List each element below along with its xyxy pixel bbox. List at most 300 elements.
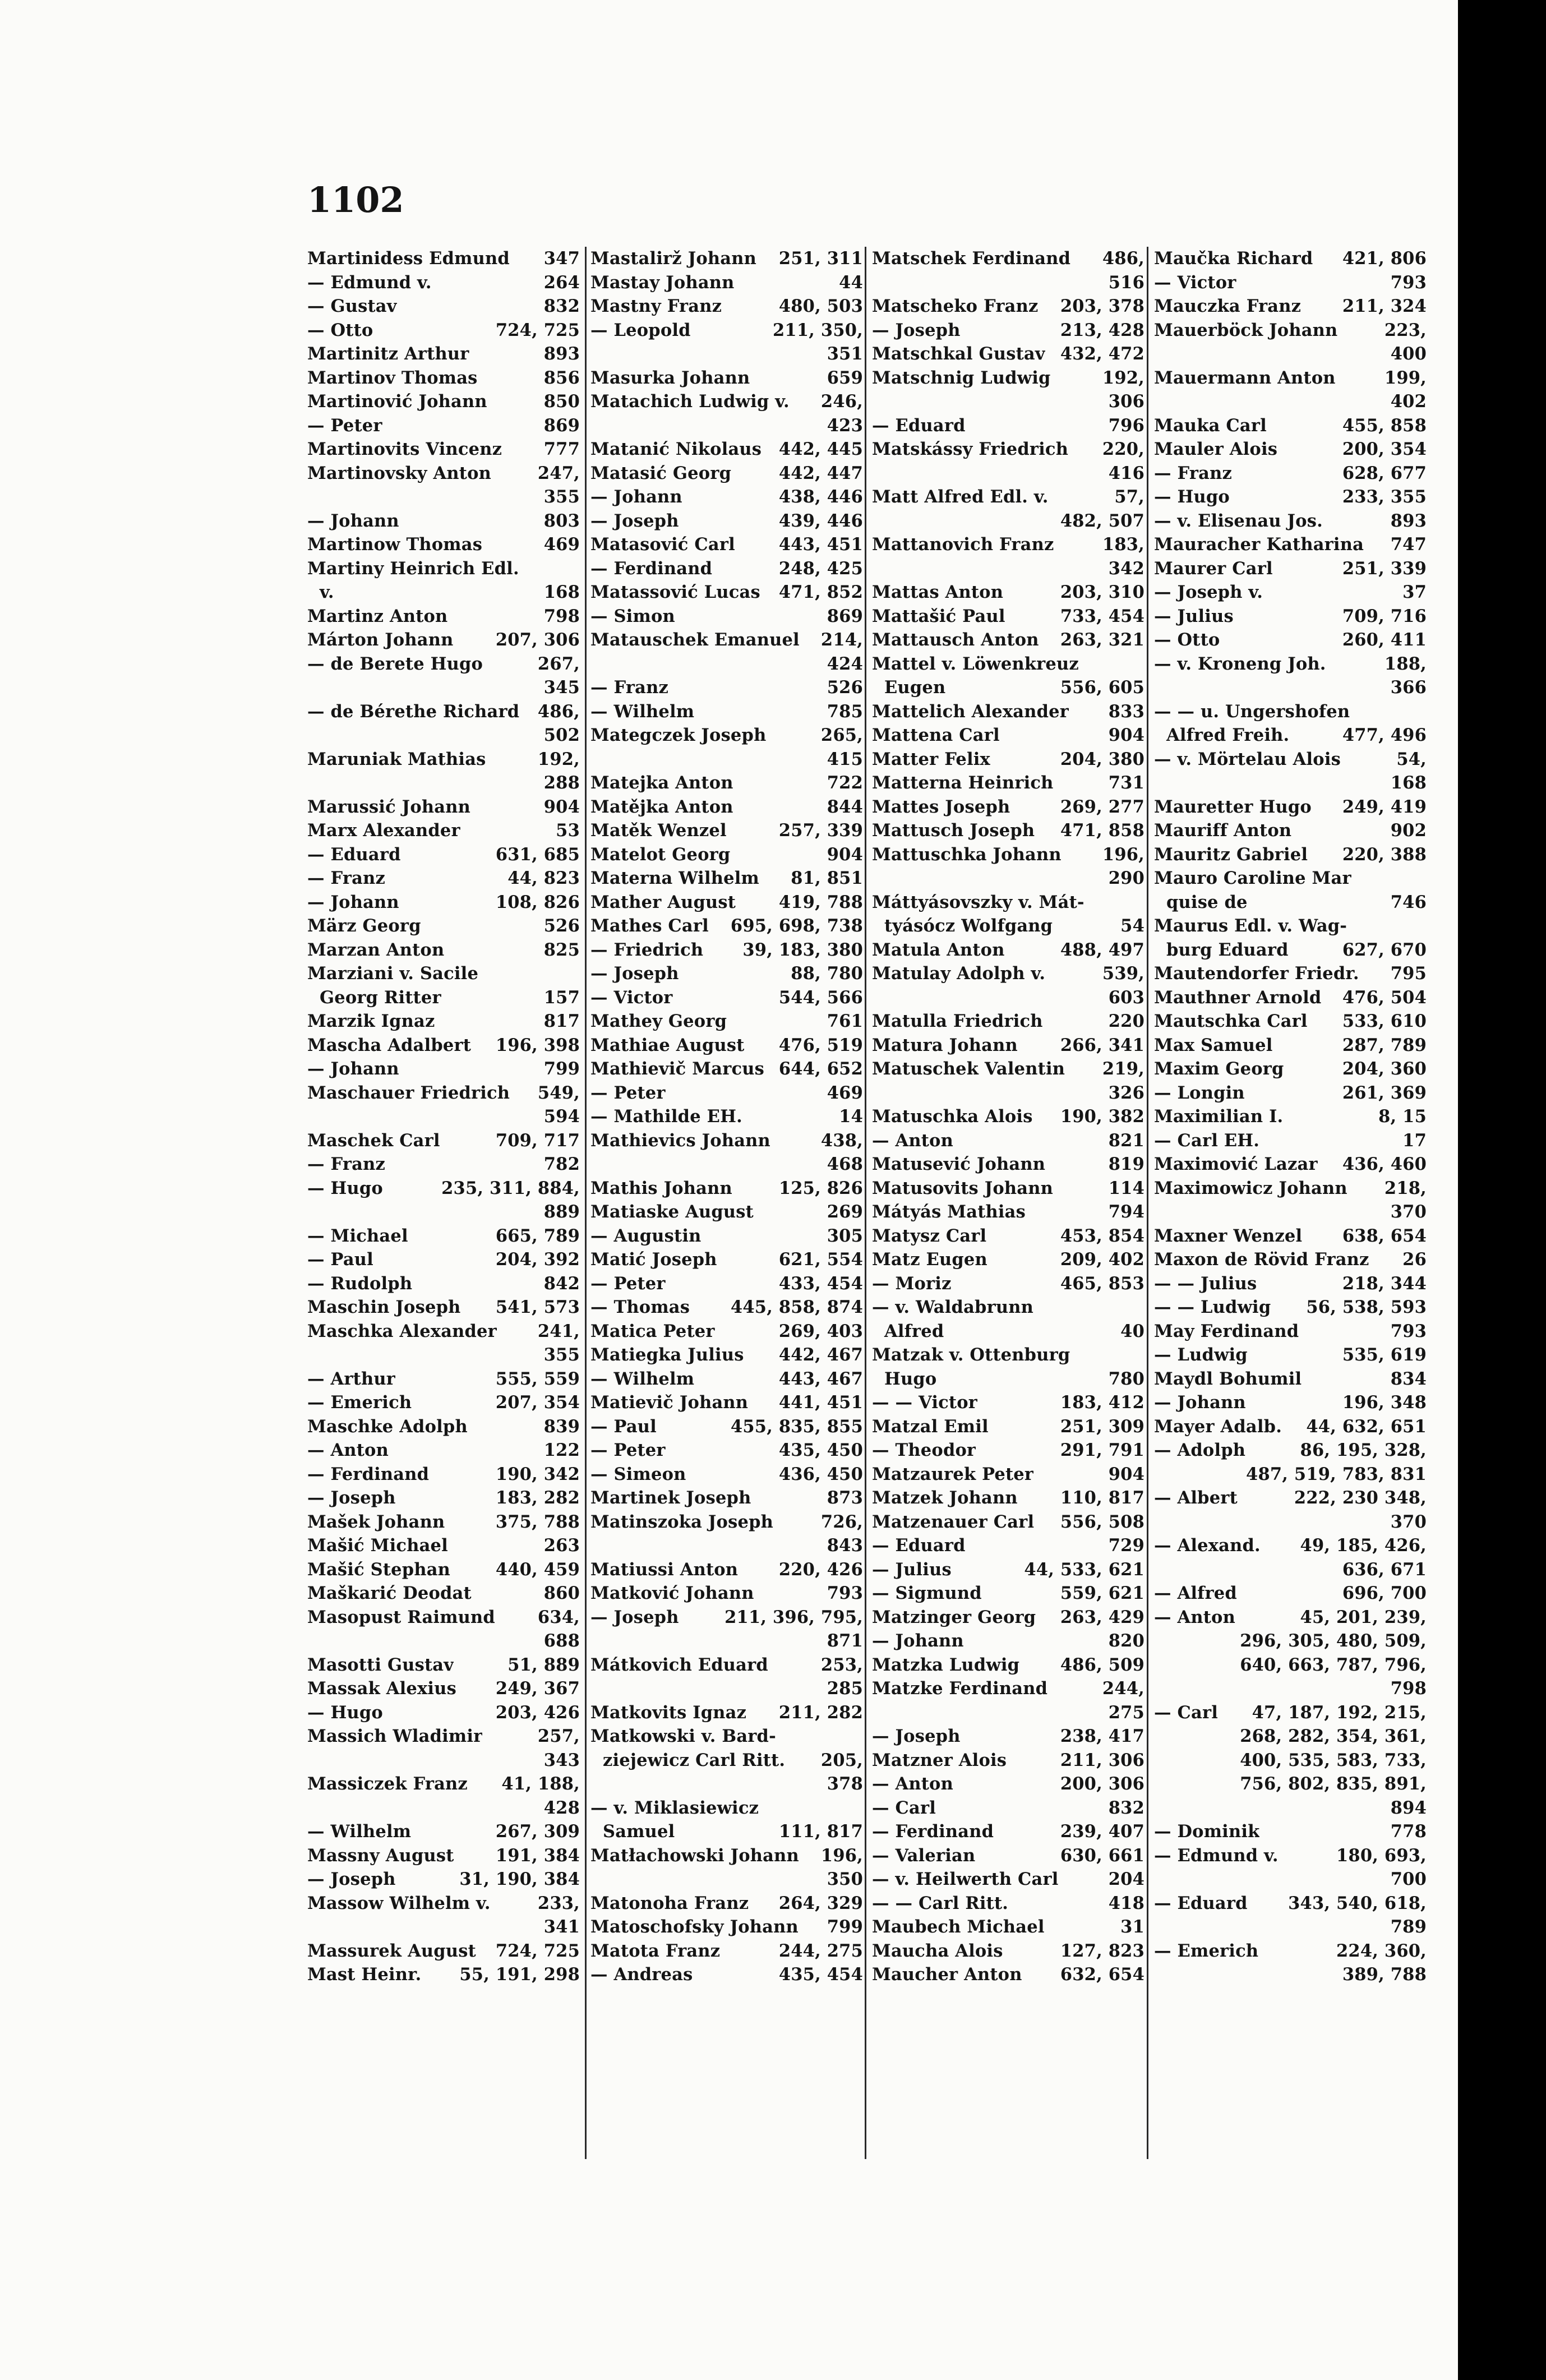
- index-entry: [1154, 1772, 1427, 1796]
- entry-name: — Johann: [872, 1631, 964, 1651]
- entry-pages: 400: [1390, 344, 1427, 364]
- entry-name: Mattelich Alexander: [872, 701, 1069, 722]
- index-entry: [590, 1438, 863, 1463]
- entry-pages: 832: [1108, 1797, 1144, 1818]
- entry-name: Mašić Stephan: [307, 1559, 451, 1580]
- entry-pages: 267,: [537, 653, 580, 674]
- index-entry: [307, 1820, 580, 1844]
- entry-pages: 594: [543, 1106, 580, 1127]
- entry-name: — Paul: [590, 1416, 657, 1437]
- entry-pages: 219,: [1102, 1059, 1144, 1079]
- entry-pages: 200, 354: [1342, 439, 1427, 459]
- entry-name: März Georg: [307, 916, 421, 936]
- entry-name: Matějka Anton: [590, 796, 733, 817]
- index-entry: [1154, 986, 1427, 1010]
- entry-name: — Dominik: [1154, 1821, 1260, 1842]
- index-entry: [590, 294, 863, 319]
- entry-name: Mauriff Anton: [1154, 820, 1292, 841]
- entry-pages: 793: [1390, 1321, 1427, 1341]
- entry-name: Mauka Carl: [1154, 415, 1267, 436]
- entry-pages: 436, 460: [1342, 1154, 1427, 1174]
- entry-pages: 39, 183, 380: [742, 939, 863, 960]
- index-entry: [590, 866, 863, 891]
- index-entry: [307, 580, 580, 605]
- entry-pages: 839: [543, 1416, 580, 1437]
- index-column-3: [872, 247, 1144, 1987]
- entry-name: Mathiae August: [590, 1035, 745, 1055]
- entry-pages: 632, 654: [1060, 1964, 1144, 1985]
- column-divider: [865, 247, 866, 2159]
- index-entry: [307, 1724, 580, 1749]
- index-entry: [1154, 533, 1427, 557]
- entry-pages: 214,: [820, 630, 863, 650]
- entry-pages: 424: [827, 653, 863, 674]
- index-entry: [1154, 1177, 1427, 1201]
- entry-pages: 486, 509: [1060, 1654, 1144, 1675]
- entry-pages: 665, 789: [495, 1225, 580, 1246]
- entry-pages: 435, 450: [778, 1440, 863, 1460]
- index-entry: [1154, 866, 1427, 891]
- index-entry: [872, 843, 1144, 867]
- index-entry: [307, 1463, 580, 1487]
- index-entry: [1154, 1606, 1427, 1630]
- index-entry: [590, 652, 863, 676]
- entry-pages: 631, 685: [495, 844, 580, 865]
- index-entry: [872, 605, 1144, 629]
- entry-pages: 627, 670: [1342, 939, 1427, 960]
- entry-name: Matasović Carl: [590, 534, 735, 555]
- index-entry: [307, 1200, 580, 1224]
- index-entry: [590, 771, 863, 795]
- entry-name: Maxim Georg: [1154, 1059, 1284, 1079]
- entry-name: Maydl Bohumil: [1154, 1368, 1302, 1389]
- entry-pages: 873: [827, 1488, 863, 1508]
- index-entry: [1154, 1867, 1427, 1892]
- entry-pages: 726,: [820, 1511, 863, 1532]
- entry-pages: 486,: [537, 701, 580, 722]
- index-entry: [1154, 1081, 1427, 1105]
- entry-name: Matić Joseph: [590, 1249, 717, 1270]
- entry-pages: 168: [1390, 773, 1427, 793]
- entry-name: — Simon: [590, 606, 675, 626]
- entry-name: — Ferdinand: [307, 1464, 430, 1484]
- index-entry: [872, 1057, 1144, 1081]
- entry-name: Maruniak Mathias: [307, 749, 486, 769]
- entry-pages: 125, 826: [778, 1178, 863, 1198]
- entry-pages: 57,: [1114, 487, 1144, 507]
- entry-pages: 833: [1108, 701, 1144, 722]
- index-entry: [872, 914, 1144, 938]
- entry-name: Masotti Gustav: [307, 1654, 454, 1675]
- entry-pages: 211, 350,: [773, 320, 863, 340]
- entry-pages: 465, 853: [1060, 1273, 1144, 1294]
- index-entry: [1154, 1415, 1427, 1439]
- entry-pages: 794: [1108, 1202, 1144, 1222]
- entry-name: — de Berete Hugo: [307, 653, 483, 674]
- index-entry: [307, 819, 580, 843]
- entry-pages: 722: [827, 773, 863, 793]
- entry-pages: 533, 610: [1342, 1011, 1427, 1031]
- entry-name: — Alexand.: [1154, 1535, 1261, 1556]
- entry-name: — Wilhelm: [590, 701, 695, 722]
- index-entry: [307, 1057, 580, 1081]
- index-entry: [590, 1081, 863, 1105]
- index-entry: [590, 986, 863, 1010]
- index-entry: [590, 1415, 863, 1439]
- entry-pages: 904: [1108, 1464, 1144, 1484]
- entry-pages: 343: [543, 1750, 580, 1770]
- index-entry: [307, 843, 580, 867]
- index-entry: [872, 1343, 1144, 1367]
- entry-pages: 777: [543, 439, 580, 459]
- index-entry: [1154, 1629, 1427, 1653]
- index-entry: [1154, 1367, 1427, 1391]
- entry-pages: 696, 700: [1342, 1583, 1427, 1603]
- entry-pages: 207, 306: [495, 630, 580, 650]
- entry-name: — v. Elisenau Jos.: [1154, 510, 1323, 531]
- entry-name: Mauro Caroline Mar: [1154, 868, 1351, 888]
- entry-name: v.: [320, 582, 334, 602]
- index-entry: [590, 1844, 863, 1868]
- entry-name: Mastny Franz: [590, 296, 722, 316]
- entry-name: Matejka Anton: [590, 773, 733, 793]
- entry-name: Marziani v. Sacile: [307, 963, 479, 984]
- index-entry: [1154, 1009, 1427, 1034]
- entry-pages: 442, 445: [778, 439, 863, 459]
- entry-name: — Eduard: [1154, 1893, 1248, 1913]
- entry-pages: 275: [1108, 1702, 1144, 1723]
- entry-pages: 415: [827, 749, 863, 769]
- page-number: 1102: [307, 179, 404, 220]
- entry-pages: 869: [543, 415, 580, 436]
- entry-pages: 157: [543, 987, 580, 1008]
- index-entry: [1154, 1224, 1427, 1248]
- entry-pages: 249, 367: [495, 1678, 580, 1699]
- entry-pages: 207, 354: [495, 1392, 580, 1413]
- entry-pages: 803: [543, 510, 580, 531]
- index-entry: [590, 748, 863, 772]
- entry-name: Matoschofsky Johann: [590, 1917, 799, 1937]
- index-entry: [1154, 1844, 1427, 1868]
- entry-name: — Carl: [872, 1797, 936, 1818]
- index-entry: [590, 1510, 863, 1534]
- entry-name: Mátkovich Eduard: [590, 1654, 768, 1675]
- index-entry: [872, 1415, 1144, 1439]
- index-entry: [590, 1295, 863, 1320]
- index-entry: [590, 1129, 863, 1153]
- entry-pages: 844: [827, 796, 863, 817]
- entry-pages: 44, 632, 651: [1306, 1416, 1427, 1437]
- entry-name: — Peter: [590, 1440, 666, 1460]
- entry-name: — Arthur: [307, 1368, 395, 1389]
- entry-name: Matłachowski Johann: [590, 1845, 799, 1866]
- entry-pages: 192,: [1102, 367, 1144, 388]
- entry-pages: 305: [827, 1225, 863, 1246]
- index-entry: [590, 1367, 863, 1391]
- entry-pages: 733, 454: [1060, 606, 1144, 626]
- index-entry: [590, 1892, 863, 1916]
- entry-name: — Joseph v.: [1154, 582, 1263, 602]
- entry-name: — v. Heilwerth Carl: [872, 1869, 1059, 1889]
- entry-name: Matkovits Ignaz: [590, 1702, 747, 1723]
- entry-name: Matiaske August: [590, 1202, 754, 1222]
- entry-pages: 904: [827, 844, 863, 865]
- entry-pages: 889: [543, 1202, 580, 1222]
- entry-pages: 659: [827, 367, 863, 388]
- entry-pages: 555, 559: [495, 1368, 580, 1389]
- entry-pages: 31: [1120, 1917, 1144, 1937]
- entry-pages: 220, 426: [778, 1559, 863, 1580]
- entry-pages: 400, 535, 583, 733,: [1240, 1750, 1427, 1770]
- entry-name: — Otto: [307, 320, 373, 340]
- entry-pages: 480, 503: [778, 296, 863, 316]
- entry-name: — Franz: [1154, 463, 1232, 483]
- index-entry: [590, 628, 863, 652]
- entry-pages: 443, 467: [778, 1368, 863, 1389]
- index-entry: [590, 1939, 863, 1963]
- entry-pages: 796: [1108, 415, 1144, 436]
- index-entry: [1154, 1749, 1427, 1773]
- entry-pages: 869: [827, 606, 863, 626]
- index-entry: [872, 962, 1144, 986]
- index-entry: [872, 1486, 1144, 1510]
- entry-pages: 700: [1390, 1869, 1427, 1889]
- entry-name: Martinovits Vincenz: [307, 439, 502, 459]
- entry-name: Maxon de Rövid Franz: [1154, 1249, 1369, 1270]
- index-entry: [1154, 938, 1427, 962]
- index-entry: [1154, 819, 1427, 843]
- entry-pages: 355: [543, 487, 580, 507]
- entry-pages: 355: [543, 1345, 580, 1365]
- entry-pages: 44: [839, 272, 863, 293]
- index-entry: [1154, 723, 1427, 748]
- index-column-4: [1154, 247, 1427, 1987]
- index-entry: [590, 1820, 863, 1844]
- index-entry: [590, 1772, 863, 1796]
- index-entry: [590, 1272, 863, 1296]
- entry-name: Massiczek Franz: [307, 1774, 468, 1794]
- index-entry: [590, 485, 863, 509]
- index-entry: [872, 1105, 1144, 1129]
- entry-name: Massich Wladimir: [307, 1726, 483, 1746]
- index-entry: [590, 1581, 863, 1606]
- entry-pages: 418: [1108, 1893, 1144, 1913]
- entry-name: Mašek Johann: [307, 1511, 445, 1532]
- entry-name: — Ferdinand: [590, 558, 713, 579]
- index-entry: [590, 1558, 863, 1582]
- entry-pages: 196,: [1102, 844, 1144, 865]
- index-entry: [307, 748, 580, 772]
- entry-pages: 729: [1108, 1535, 1144, 1556]
- entry-name: Márton Johann: [307, 630, 454, 650]
- entry-pages: 423: [827, 415, 863, 436]
- entry-name: Mattanovich Franz: [872, 534, 1054, 555]
- entry-pages: 14: [839, 1106, 863, 1127]
- entry-pages: 235, 311, 884,: [441, 1178, 580, 1198]
- index-entry: [307, 1796, 580, 1820]
- entry-name: — Joseph: [872, 1726, 961, 1746]
- entry-pages: 203, 378: [1060, 296, 1144, 316]
- entry-pages: 756, 802, 835, 891,: [1240, 1774, 1427, 1794]
- entry-pages: 49, 185, 426,: [1300, 1535, 1427, 1556]
- column-divider: [585, 247, 587, 2159]
- entry-name: Mauthner Arnold: [1154, 987, 1322, 1008]
- index-entry: [590, 1724, 863, 1749]
- index-entry: [590, 1105, 863, 1129]
- entry-pages: 688: [543, 1631, 580, 1651]
- entry-pages: 347: [543, 248, 580, 269]
- entry-pages: 47, 187, 192, 215,: [1252, 1702, 1427, 1723]
- index-entry: [590, 1320, 863, 1344]
- index-entry: [590, 1796, 863, 1820]
- entry-pages: 192,: [537, 749, 580, 769]
- index-entry: [307, 652, 580, 676]
- entry-pages: 54,: [1396, 749, 1427, 769]
- entry-pages: 709, 716: [1342, 606, 1427, 626]
- index-entry: [872, 938, 1144, 962]
- index-entry: [1154, 319, 1427, 343]
- entry-pages: 843: [827, 1535, 863, 1556]
- entry-name: — Augustin: [590, 1225, 702, 1246]
- entry-name: Max Samuel: [1154, 1035, 1273, 1055]
- index-entry: [307, 1486, 580, 1510]
- index-entry: [307, 700, 580, 724]
- entry-name: — Eduard: [872, 1535, 966, 1556]
- entry-name: — Leopold: [590, 320, 691, 340]
- index-entry: [307, 1248, 580, 1272]
- entry-pages: 455, 858: [1342, 415, 1427, 436]
- entry-name: — — Julius: [1154, 1273, 1257, 1294]
- entry-name: Martinovsky Anton: [307, 463, 491, 483]
- entry-pages: 168: [543, 582, 580, 602]
- entry-pages: 438,: [820, 1130, 863, 1151]
- entry-pages: 190, 382: [1060, 1106, 1144, 1127]
- entry-name: — Wilhelm: [590, 1368, 695, 1389]
- entry-name: — Franz: [590, 677, 668, 698]
- entry-name: Matter Felix: [872, 749, 990, 769]
- entry-pages: 191, 384: [495, 1845, 580, 1866]
- index-entry: [307, 533, 580, 557]
- entry-name: Maubech Michael: [872, 1917, 1045, 1937]
- index-entry: [1154, 1295, 1427, 1320]
- entry-pages: 257, 339: [778, 820, 863, 841]
- index-entry: [590, 1963, 863, 1987]
- index-entry: [1154, 700, 1427, 724]
- index-entry: [1154, 1034, 1427, 1058]
- index-entry: [1154, 1343, 1427, 1367]
- entry-pages: 203, 426: [495, 1702, 580, 1723]
- index-entry: [872, 1772, 1144, 1796]
- entry-pages: 265,: [820, 725, 863, 745]
- index-entry: [872, 1129, 1144, 1153]
- entry-pages: 556, 508: [1060, 1511, 1144, 1532]
- entry-name: Matterna Heinrich: [872, 773, 1054, 793]
- index-entry: [1154, 1152, 1427, 1177]
- index-entry: [872, 557, 1144, 581]
- index-entry: [1154, 843, 1427, 867]
- entry-pages: 211, 306: [1060, 1750, 1144, 1770]
- entry-pages: 832: [543, 296, 580, 316]
- entry-pages: 375, 788: [495, 1511, 580, 1532]
- entry-name: — Franz: [307, 868, 385, 888]
- index-entry: [1154, 1438, 1427, 1463]
- index-entry: [307, 1034, 580, 1058]
- entry-name: — Carl EH.: [1154, 1130, 1260, 1151]
- entry-name: Samuel: [603, 1821, 675, 1842]
- entry-pages: 296, 305, 480, 509,: [1240, 1631, 1427, 1651]
- index-entry: [1154, 1820, 1427, 1844]
- index-entry: [307, 247, 580, 271]
- entry-pages: 183, 282: [495, 1488, 580, 1508]
- index-entry: [307, 795, 580, 819]
- entry-name: Mattusch Joseph: [872, 820, 1035, 841]
- entry-name: Máttyásovszky v. Mát-: [872, 892, 1084, 912]
- entry-name: Matz Eugen: [872, 1249, 987, 1270]
- entry-pages: 378: [827, 1774, 863, 1794]
- entry-name: Matachich Ludwig v.: [590, 391, 790, 412]
- index-entry: [307, 1009, 580, 1034]
- entry-name: — Julius: [1154, 606, 1234, 626]
- index-entry: [1154, 1915, 1427, 1939]
- index-entry: [1154, 485, 1427, 509]
- entry-pages: 782: [543, 1154, 580, 1174]
- entry-name: — Adolph: [1154, 1440, 1246, 1460]
- entry-name: — Michael: [307, 1225, 408, 1246]
- entry-pages: 246,: [820, 391, 863, 412]
- index-entry: [590, 1152, 863, 1177]
- index-entry: [872, 1724, 1144, 1749]
- entry-name: Maximowicz Johann: [1154, 1178, 1347, 1198]
- index-entry: [590, 342, 863, 366]
- index-entry: [307, 1391, 580, 1415]
- index-entry: [872, 319, 1144, 343]
- entry-name: Martinov Thomas: [307, 367, 478, 388]
- entry-pages: 416: [1108, 463, 1144, 483]
- entry-pages: 306: [1108, 391, 1144, 412]
- entry-pages: 902: [1390, 820, 1427, 841]
- entry-name: Matzenauer Carl: [872, 1511, 1035, 1532]
- index-entry: [1154, 1057, 1427, 1081]
- entry-pages: 88, 780: [791, 963, 863, 984]
- entry-pages: 263: [543, 1535, 580, 1556]
- entry-name: Matzka Ludwig: [872, 1654, 1020, 1675]
- entry-pages: 488, 497: [1060, 939, 1144, 960]
- index-entry: [590, 319, 863, 343]
- index-entry: [1154, 580, 1427, 605]
- index-entry: [307, 366, 580, 390]
- entry-name: — Emerich: [1154, 1940, 1259, 1961]
- entry-pages: 223,: [1384, 320, 1427, 340]
- entry-pages: 345: [543, 677, 580, 698]
- entry-pages: 350: [827, 1869, 863, 1889]
- index-entry: [1154, 1510, 1427, 1534]
- index-entry: [872, 1367, 1144, 1391]
- index-entry: [872, 1463, 1144, 1487]
- index-entry: [1154, 1796, 1427, 1820]
- index-entry: [590, 1749, 863, 1773]
- entry-name: — Emerich: [307, 1392, 412, 1413]
- entry-name: Matonoha Franz: [590, 1893, 749, 1913]
- entry-pages: 351: [827, 344, 863, 364]
- entry-name: Maschek Carl: [307, 1130, 440, 1151]
- index-entry: [872, 1295, 1144, 1320]
- entry-pages: 476, 519: [778, 1035, 863, 1055]
- entry-pages: 326: [1108, 1082, 1144, 1103]
- index-entry: [590, 580, 863, 605]
- entry-pages: 535, 619: [1342, 1345, 1427, 1365]
- entry-pages: 263, 429: [1060, 1607, 1144, 1627]
- entry-pages: 291, 791: [1060, 1440, 1144, 1460]
